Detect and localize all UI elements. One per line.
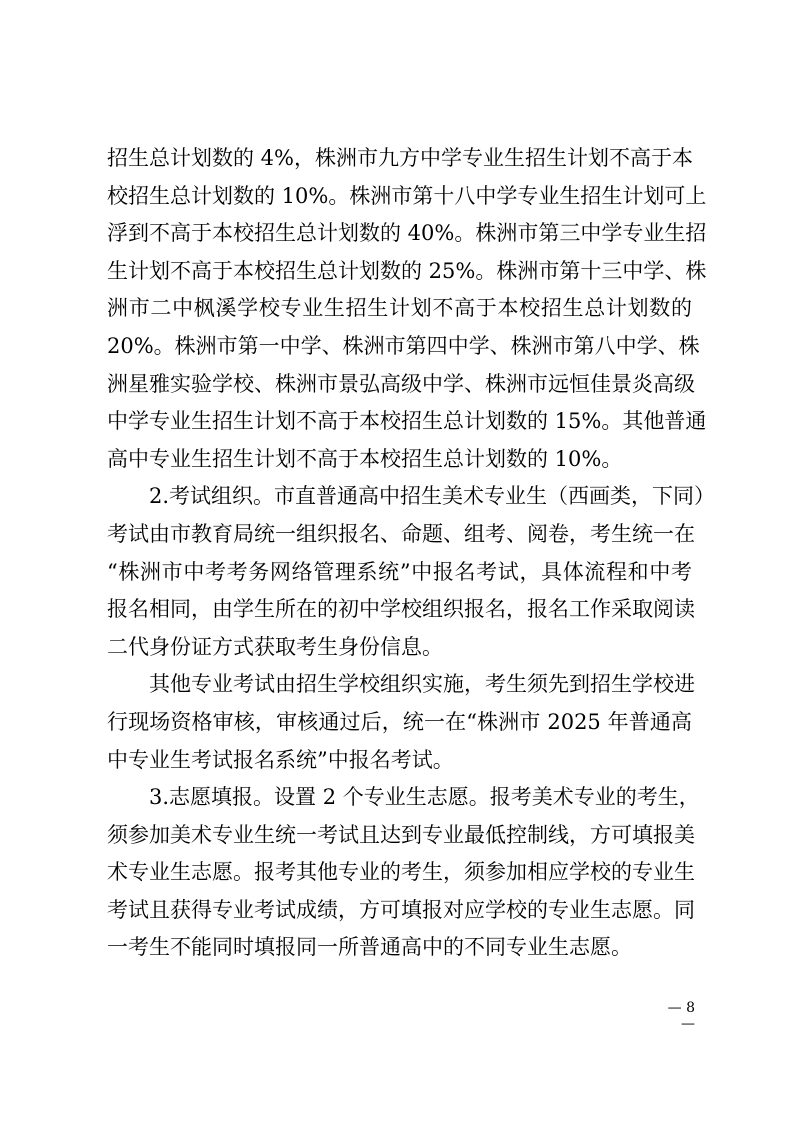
text-line: 二代身份证方式获取考生身份信息。 [107,634,443,659]
text-line: 招生总计划数的 4%，株洲市九方中学专业生招生计划不高于本 [107,146,693,170]
text-line: 考试且获得专业考试成绩，方可填报对应学校的专业生志愿。同 [107,897,695,922]
text-line: 其他专业考试由招生学校组织实施，考生须先到招生学校进 [107,672,695,697]
text-line: 行现场资格审核，审核通过后，统一在“株洲市 2025 年普通高 [107,709,692,734]
text-line: 校招生总计划数的 10%。株洲市第十八中学专业生招生计划可上 [107,183,707,208]
text-line: 中学专业生招生计划不高于本校招生总计划数的 15%。其他普通 [107,409,707,434]
text-line: 中专业生考试报名系统”中报名考试。 [107,747,454,772]
page-number: — 8 — [667,1000,695,1032]
text-line: 3.志愿填报。设置 2 个专业生志愿。报考美术专业的考生， [107,785,700,810]
text-line: 2.考试组织。市直普通高中招生美术专业生（西画类，下同） [107,484,716,509]
text-line: 术专业生志愿。报考其他专业的考生，须参加相应学校的专业生 [107,860,695,885]
text-line: 生计划不高于本校招生总计划数的 25%。株洲市第十三中学、株 [107,258,707,283]
text-line: “株洲市中考考务网络管理系统”中报名考试，具体流程和中考 [107,559,692,584]
text-line: 洲星雅实验学校、株洲市景弘高级中学、株洲市远恒佳景炎高级 [107,371,695,396]
text-line: 须参加美术专业生统一考试且达到专业最低控制线，方可填报美 [107,822,695,847]
text-line: 一考生不能同时填报同一所普通高中的不同专业生志愿。 [107,935,632,960]
text-line: 高中专业生招生计划不高于本校招生总计划数的 10%。 [107,446,623,471]
text-line: 考试由市教育局统一组织报名、命题、组考、阅卷，考生统一在 [107,521,695,546]
text-line: 洲市二中枫溪学校专业生招生计划不高于本校招生总计划数的 [107,296,692,321]
text-line: 20%。株洲市第一中学、株洲市第四中学、株洲市第八中学、株 [107,333,700,358]
body-text [107,140,716,967]
text-line: 报名相同，由学生所在的初中学校组织报名，报名工作采取阅读 [107,597,695,622]
text-line: 浮到不高于本校招生总计划数的 40%。株洲市第三中学专业生招 [107,221,707,246]
